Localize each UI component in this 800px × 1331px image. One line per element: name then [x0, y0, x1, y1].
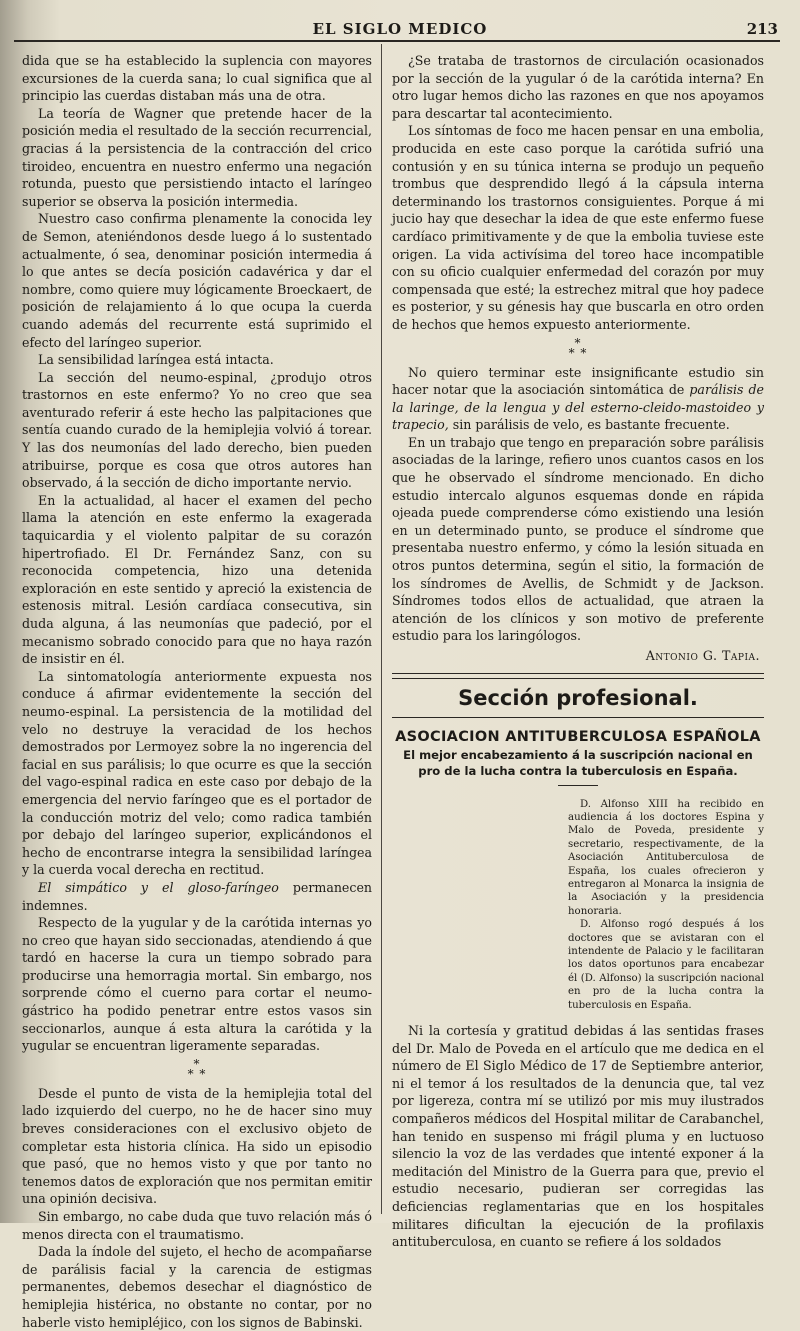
closing-italic: parálisis de la laringe, de la lengua y del esterno-cleido-mastoideo y trapecio, — [392, 382, 764, 433]
paragraph: Nuestro caso confirma plenamente la conocida ley de Semon, ateniéndonos desde luego á lo sustentado actualmente, ó sea, denominar posición intermedia á lo que antes se decía posición cadavérica y dar el nombre, como quiere muy lógicamente Broeckaert, de posición de relajamiento á lo que ocupa la cuerda cuando además del recurrente está suprimido el efecto del laríngeo superior. — [22, 211, 372, 350]
section-rule — [392, 673, 764, 679]
paragraph: La sintomatología anteriormente expuesta nos conduce á afirmar evidentemente la sección del neumo-espinal. La persistencia de la motilidad del velo no destruye la veracidad de los hechos demostrados por Lermoyez sobre la no ingerencia del facial en sus parálisis; lo que ocurre es que la sección del vago-espinal radica en este caso por debajo de la emergencia del nervio faríngeo que es el portador de la conducción motriz del velo; como radica también por debajo del laríngeo superior, explicándonos el hecho de encontrarse integra la sensibilidad laríngea y la cuerda vocal derecha en rectitud. — [22, 668, 372, 878]
left-column — [22, 52, 372, 1331]
paragraph: En la actualidad, al hacer el examen del pecho llama la atención en este enfermo la exagerada taquicardia y el violento palpitar de su corazón hipertrofiado. El Dr. Fernández Sanz, con su reconocida competencia, hizo una detenida exploración en este sentido y apreció la existencia de estenosis mitral. Lesión cardíaca consecutiva, sin duda alguna, á las neumonías que padeció, por el mecanismo sobrado conocido para que no haya razón de insistir en él. — [22, 492, 372, 667]
article-title: ASOCIACION ANTITUBERCULOSA ESPAÑOLA — [395, 728, 761, 745]
star-bottom: * * — [568, 345, 588, 360]
paragraph: La sensibilidad laríngea está intacta. — [38, 352, 274, 368]
paragraph: La sección del neumo-espinal, ¿produjo otros trastornos en este enfermo? Yo no creo que sea aventurado referir á este hecho las palpitaciones que sentía cuando curado de la hemiplejia volvió á torear. Y las dos neumonías del lado derecho, bien pueden atribuirse, porque es cosa que otros autores han observado, á la sección de dicho importante nervio. — [22, 369, 372, 491]
section-stars — [22, 1056, 372, 1081]
star-bottom: * * — [187, 1066, 207, 1081]
section-title-rule — [392, 717, 764, 718]
page-number: 213 — [746, 20, 778, 38]
paragraph: La teoría de Wagner que pretende hacer de la posición media el resultado de la sección recurrencial, gracias á la persistencia de la contracción del crico tiroideo, encuentra en nuestro enfermo una negación rotunda, puesto que persistiendo intacto el laríngeo superior se observa la posición intermedia. — [22, 105, 372, 209]
journal-title: EL SIGLO MEDICO — [312, 20, 488, 38]
star-top: * — [574, 335, 582, 350]
paragraph: Ni la cortesía y gratitud debidas á las sentidas frases del Dr. Malo de Poveda en el artículo que me dedica en el número de El Siglo Médico de 17 de Septiembre anterior, ni el temor á los resultados de la denuncia que, tal vez por ligereza, contra mí se utilizó por mis muy ilustrados compañeros médicos del Hospital militar de Carabanchel, han tenido en suspenso mi frágil pluma y en luctuoso silencio la voz de las verdades que intenté exponer á la meditación del Ministro de la Guerra para que, previo el estudio necesario, pudieran ser corregidas las deficiencias reglamentarias que en los hospitales militares dificultan la ejecución de la profilaxis antituberculosa, en cuanto se refiere á los soldados — [392, 1023, 764, 1250]
page-header — [0, 18, 800, 40]
section-stars — [392, 335, 764, 360]
note-paragraph: D. Alfonso rogó después á los doctores que se avistaran con el intendente de Palacio y le facilitaran los datos oportunos para encabezar él (D. Alfonso) la suscripción nacional en pro de la lucha contra la tuberculosis en España. — [568, 919, 764, 1011]
paragraph: Dada la índole del sujeto, el hecho de acompañarse de parálisis facial y la carencia de estigmas permanentes, debemos desechar el diagnóstico de hemiplejia histérica, no obstante no contar, por no haberle visto hemipléjico, con los signos de Babinski. — [22, 1244, 372, 1330]
column-divider — [381, 44, 382, 1214]
news-note — [568, 798, 764, 1013]
right-column — [392, 52, 764, 1251]
paragraph — [22, 879, 372, 914]
closing-lead: No quiero terminar este insignificante estudio sin hacer notar que la asociación sintomática de — [392, 364, 764, 398]
paragraph: ¿Se trataba de trastornos de circulación ocasionados por la sección de la yugular ó de la carótida interna? En otro lugar hemos dicho las razones en que nos apoyamos para descartar tal acontecimiento. — [392, 53, 764, 121]
article-subtitle: El mejor encabezamiento á la suscripción nacional en pro de la lucha contra la tuberculosis en España. — [403, 747, 753, 778]
paragraph: Los síntomas de foco me hacen pensar en una embolia, producida en este caso porque la carótida sufrió una contusión y en su túnica interna se produjo un pequeño trombus que desprendido llegó á la cápsula interna determinando los trastornos consiguientes. Porque á mi jucio hay que desechar la idea de que este enfermo fuese cardíaco primitivamente y de que la embolia tuviese este origen. La vida activísima del toreo hace incompatible con su oficio cualquier enfermedad del corazón por muy compensada que esté; la estrechez mitral que hoy padece es posterior, y su génesis hay que buscarla en otro orden de hechos que hemos expuesto anteriormente. — [392, 123, 764, 332]
paragraph: dida que se ha establecido la suplencia con mayores excursiones de la cuerda sana; lo cual significa que al principio las cuerdas distaban más una de otra. — [22, 53, 372, 104]
section-title: Sección profesional. — [458, 685, 698, 710]
paragraph: Desde el punto de vista de la hemiplejia total del lado izquierdo del cuerpo, no he de hacer sino muy breves consideraciones con el exclusivo objeto de completar esta historia clínica. Ha sido un episodio que pasó, que no hemos visto y que por tanto no tenemos datos de exploración que nos permitan emitir una opinión decisiva. — [22, 1085, 372, 1207]
author-signature: Antonio G. Tapia. — [645, 648, 760, 663]
paragraph: Respecto de la yugular y de la carótida internas yo no creo que hayan sido seccionadas, atendiendo á que tardó en hacerse la cura un tiempo sobrado para producirse una hemorragia mortal. Sin embargo, nos sorprende cómo el cuerno para cortar el neumo-gástrico ha podido penetrar entre estos vasos sin seccionarlos, aunque á esta altura la carótida y la yugular se encuentran ligeramente separadas. — [22, 915, 372, 1054]
header-rule — [14, 40, 780, 42]
closing-rest: sin parálisis de velo, es bastante frecuente. — [448, 417, 730, 433]
paragraph: Sin embargo, no cabe duda que tuvo relación más ó menos directa con el traumatismo. — [22, 1209, 372, 1242]
star-top: * — [193, 1056, 201, 1071]
note-paragraph: D. Alfonso XIII ha recibido en audiencia á los doctores Espina y Malo de Poveda, presidente y secretario, respectivamente, de la Asociación Antituberculosa de España, los cuales ofrecieron y entregaron al Monarca la insignia de la Asociación y la presidencia honoraria. — [568, 798, 764, 917]
paragraph: En un trabajo que tengo en preparación sobre parálisis asociadas de la laringe, refiero unos cuantos casos en los que he observado el síndrome mencionado. En dicho estudio intercalo algunos esquemas donde en rápida ojeada puede comprenderse cómo existiendo una lesión en un determinado punto, se produce el síndrome que presentaba nuestro enfermo, y cómo la lesión situada en otros puntos determina, según el sitio, la formación de los síndromes de Avellis, de Schmidt y de Jackson. Síndromes todos ellos de actualidad, que atraen la atención de los clínicos y son motivo de preferente estudio para los laringólogos. — [392, 434, 764, 644]
italic-rest: permanecen indemnes. — [22, 879, 373, 913]
article-rule — [558, 785, 598, 786]
paragraph — [392, 364, 764, 434]
italic-lead: El simpático y el gloso-faríngeo — [38, 879, 279, 895]
